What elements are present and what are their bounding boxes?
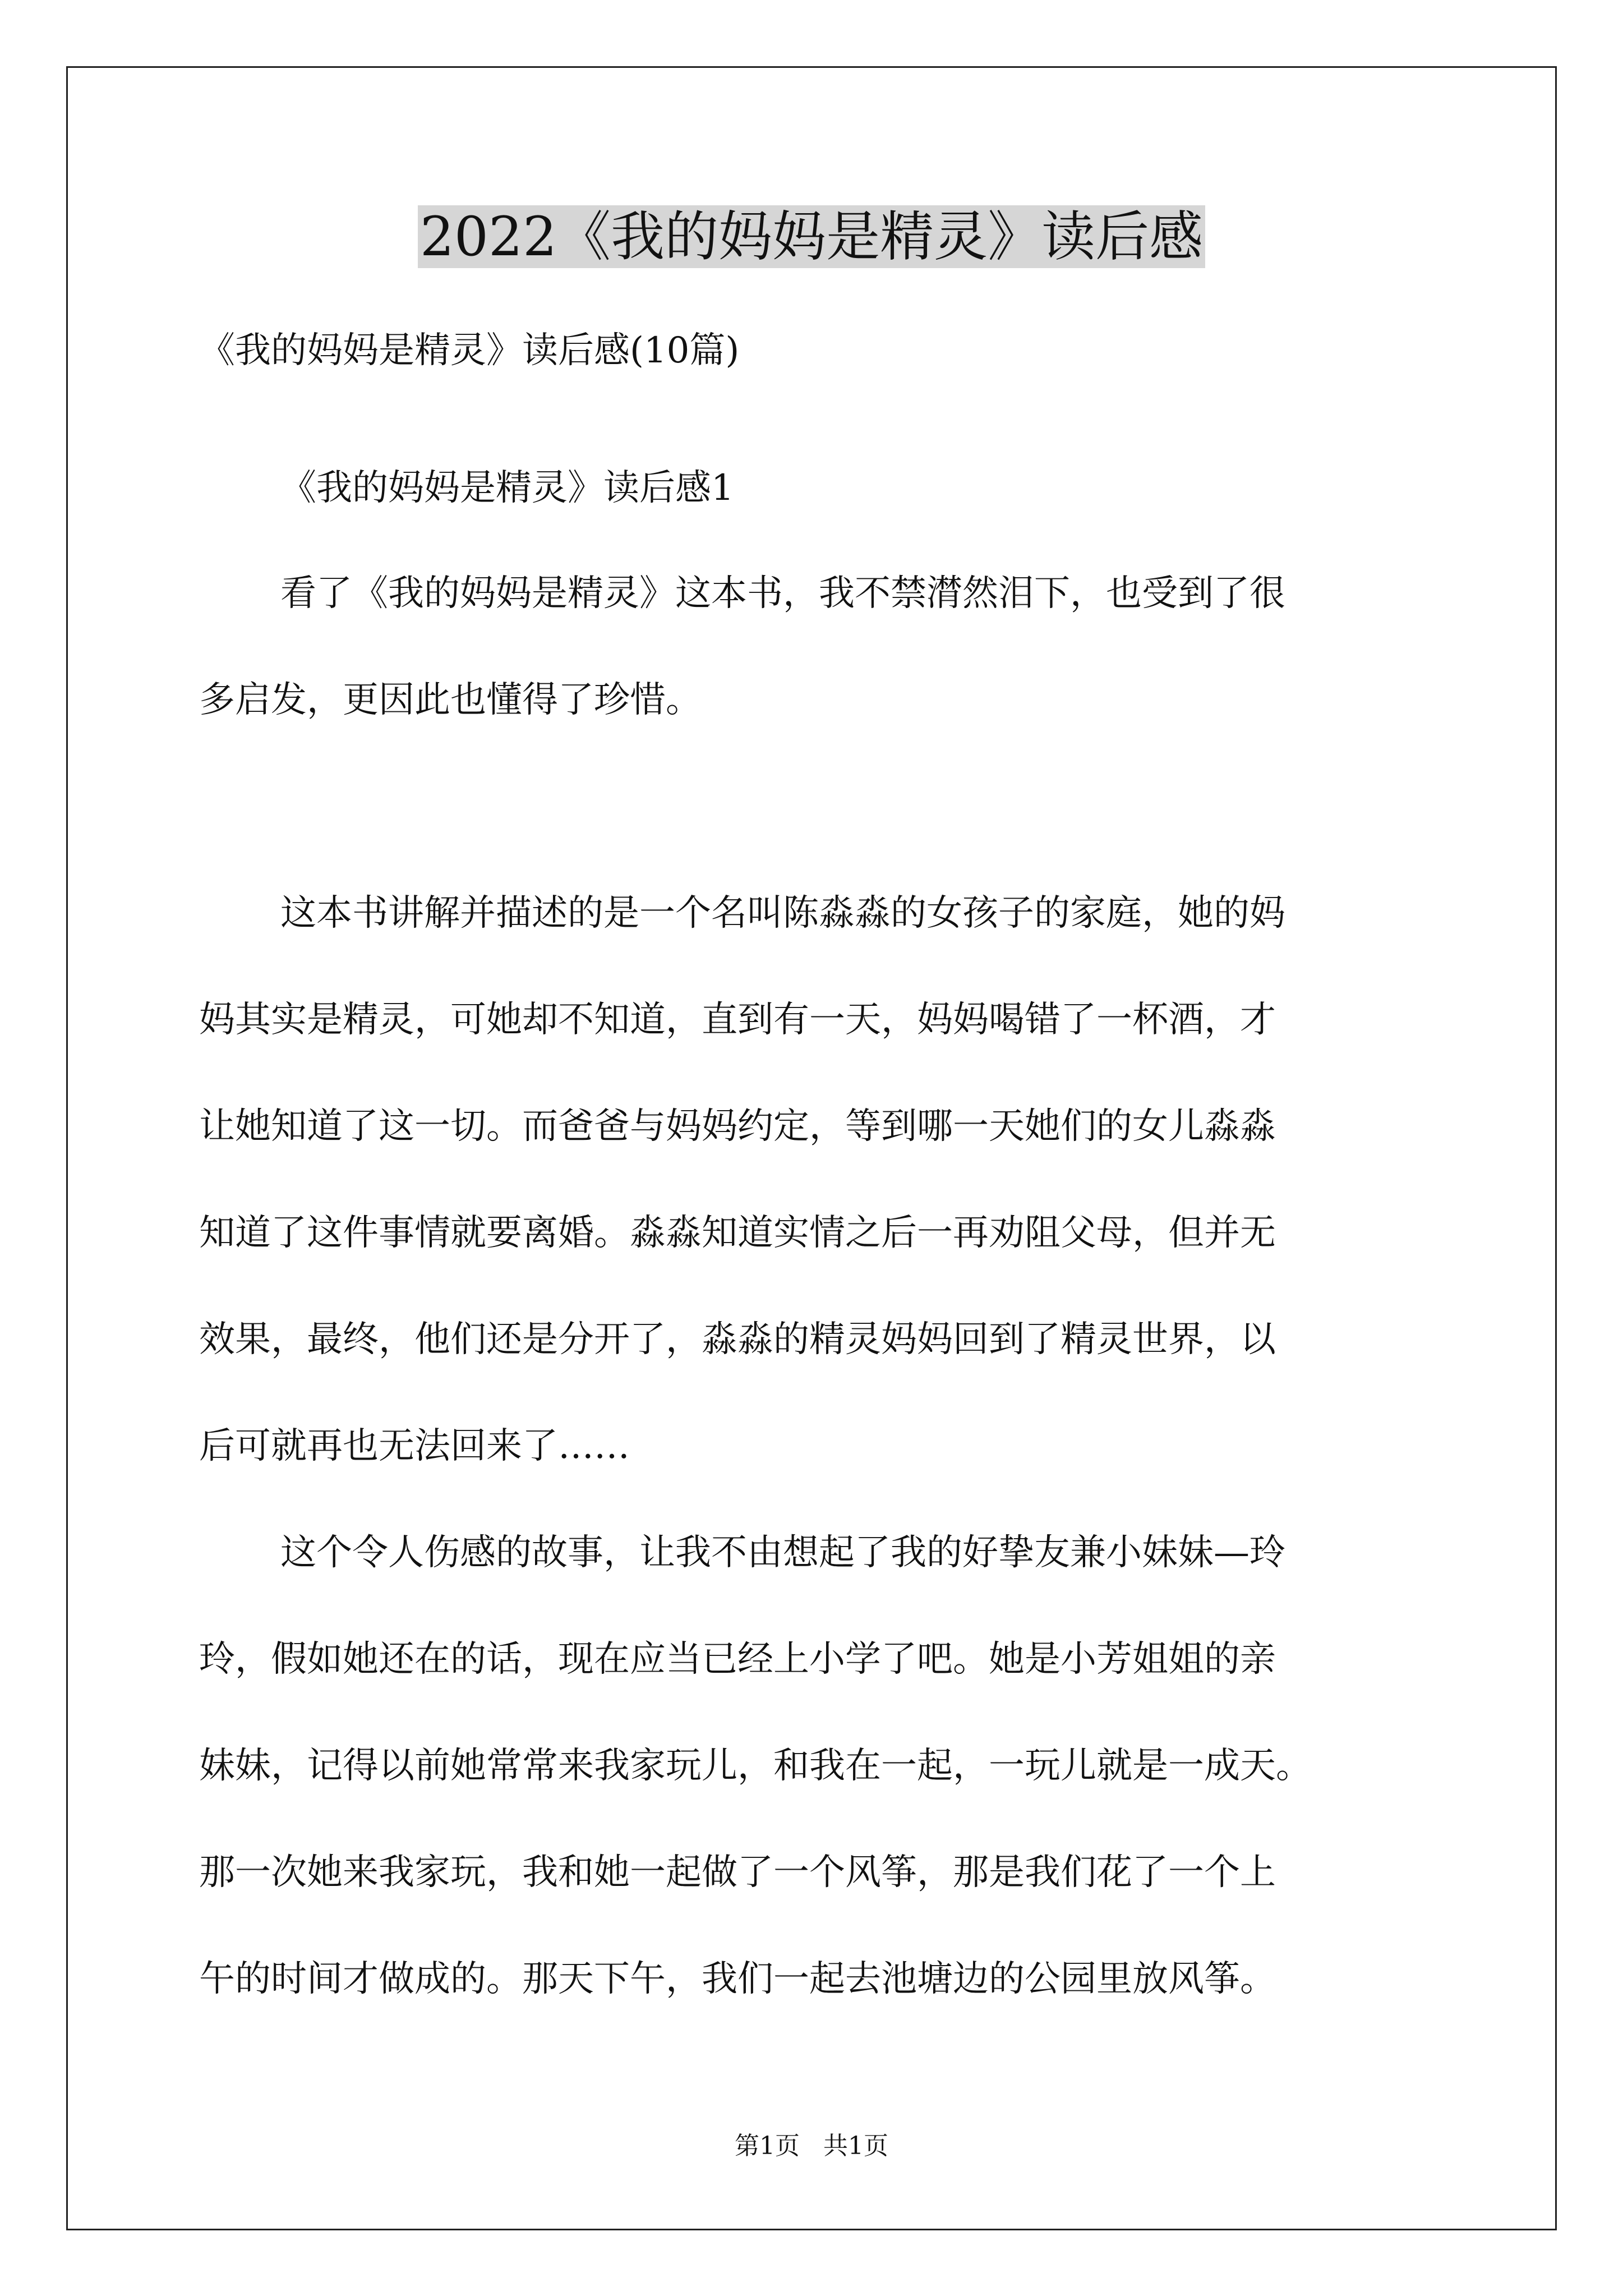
paragraph-line: 这个令人伤感的故事，让我不由想起了我的好挚友兼小妹妹—玲 [280, 1532, 1285, 1573]
paragraph-line: 那一次她来我家玩，我和她一起做了一个风筝，那是我们花了一个上 [199, 1852, 1276, 1893]
paragraph-line: 知道了这件事情就要离婚。淼淼知道实情之后一再劝阻父母，但并无 [199, 1212, 1276, 1254]
page-footer: 第1页 共1页 [735, 2132, 888, 2160]
paragraph-line: 多启发，更因此也懂得了珍惜。 [199, 679, 702, 721]
paragraph-line: 午的时间才做成的。那天下午，我们一起去池塘边的公园里放风筝。 [199, 1958, 1276, 2000]
section-heading: 《我的妈妈是精灵》读后感1 [280, 467, 734, 509]
document-title [0, 197, 1623, 276]
document-subtitle: 《我的妈妈是精灵》读后感(10篇) [199, 330, 740, 371]
paragraph-line: 玲，假如她还在的话，现在应当已经上小学了吧。她是小芳姐姐的亲 [199, 1639, 1276, 1680]
paragraph-line: 效果，最终，他们还是分开了，淼淼的精灵妈妈回到了精灵世界，以 [199, 1319, 1276, 1360]
paragraph-line: 这本书讲解并描述的是一个名叫陈淼淼的女孩子的家庭，她的妈 [280, 892, 1285, 934]
document-title-text: 2022《我的妈妈是精灵》读后感 [418, 205, 1205, 268]
paragraph-line: 后可就再也无法回来了…… [199, 1425, 630, 1467]
paragraph-line: 妹妹，记得以前她常常来我家玩儿，和我在一起，一玩儿就是一成天。 [199, 1745, 1312, 1787]
paragraph-line: 让她知道了这一切。而爸爸与妈妈约定，等到哪一天她们的女儿淼淼 [199, 1106, 1276, 1147]
paragraph-line: 妈其实是精灵，可她却不知道，直到有一天，妈妈喝错了一杯酒，才 [199, 999, 1276, 1041]
paragraph-line: 看了《我的妈妈是精灵》这本书，我不禁潸然泪下，也受到了很 [280, 573, 1285, 614]
